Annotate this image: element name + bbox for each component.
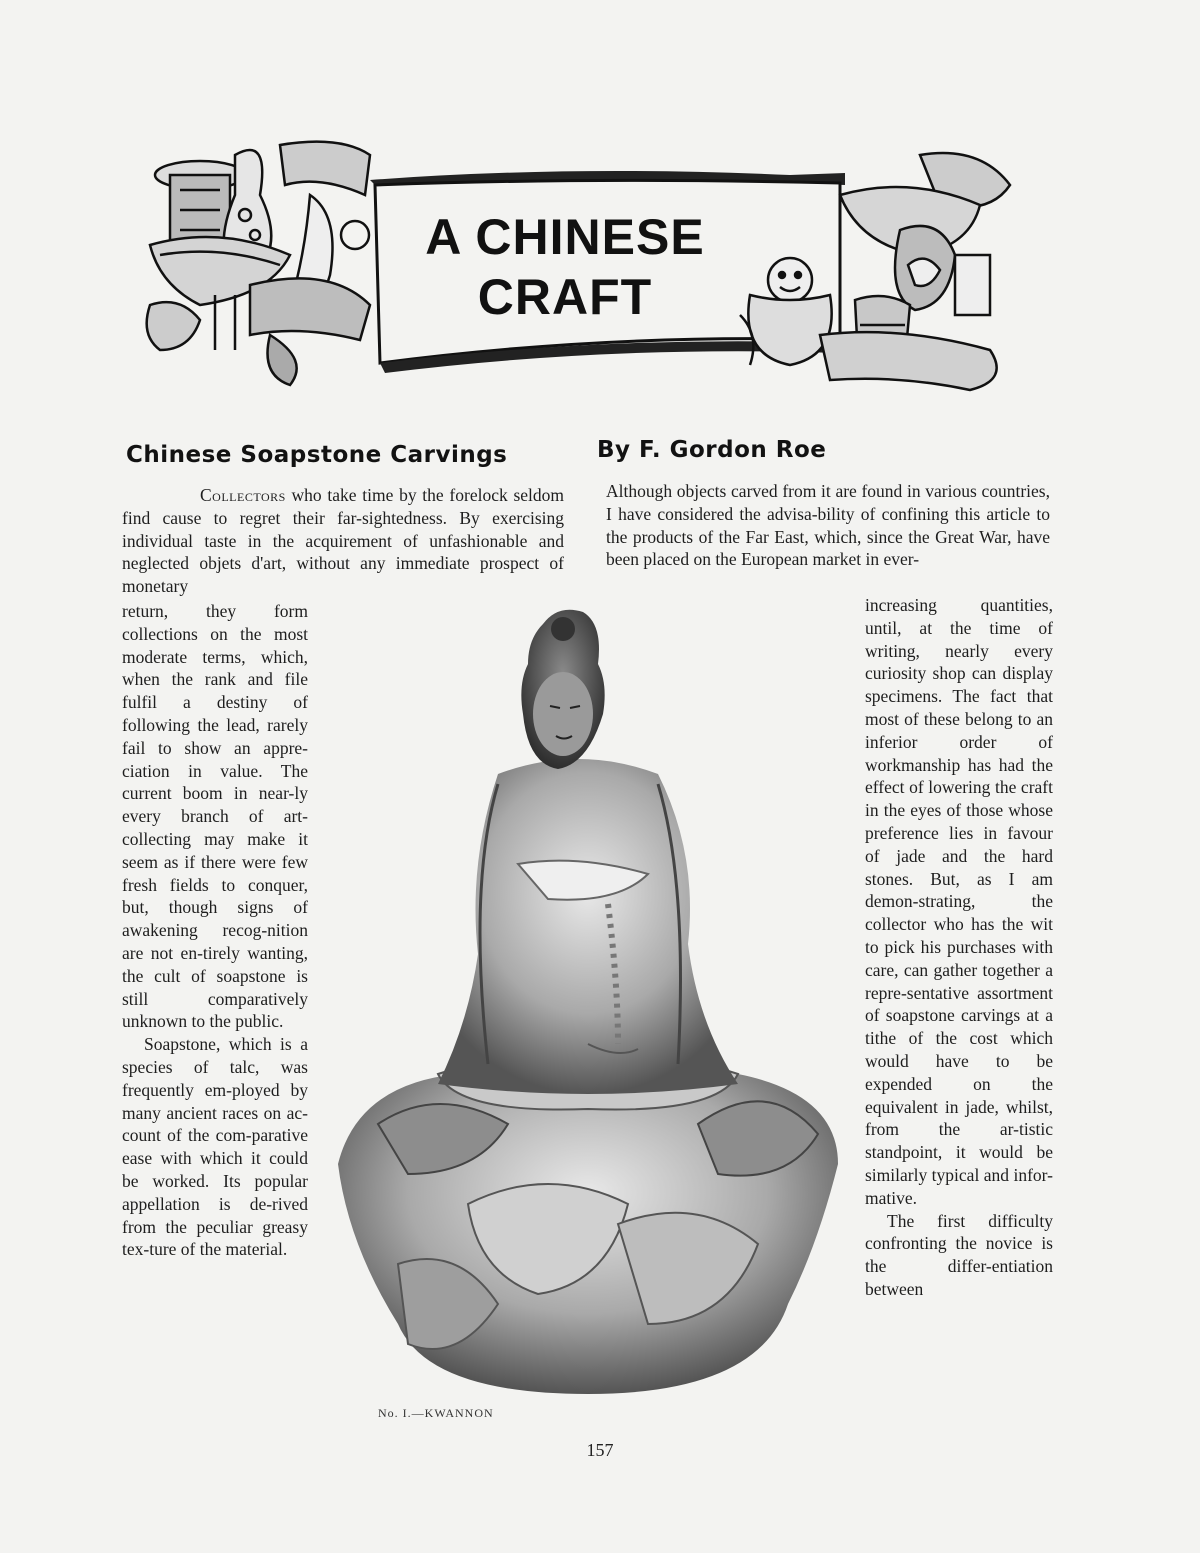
article-title xyxy=(395,207,735,327)
left-narrow-column xyxy=(122,600,308,1261)
author-byline: By F. Gordon Roe xyxy=(597,437,827,463)
title-line-2: CRAFT xyxy=(477,269,653,325)
left-paragraph-2: Soapstone, which is a species of talc, was frequently em-ployed by many ancient races on ac-count of the com-parative ease with which it could be worked. Its popular appellation is de-rived from the peculiar greasy tex-ture of the material. xyxy=(122,1034,308,1260)
right-narrow-column xyxy=(865,594,1053,1301)
title-line-1: A CHINESE xyxy=(425,209,705,265)
right-top-body: Although objects carved from it are found in various countries, I have considered the advisa-bility of confining this article to the products of the Far East, which, since the Great War, have been placed on the European market in ever- xyxy=(606,481,1050,570)
left-column-top-text xyxy=(122,484,564,598)
subtitle-heading: Chinese Soapstone Carvings xyxy=(126,442,508,468)
figure-caption: No. I.—KWANNON xyxy=(378,1406,494,1420)
left-paragraph-1: return, they form collections on the most moderate terms, which, when the rank and file fulfil a destiny of following the lead, rarely fail to show an appre-ciation in value. The current boom in near-ly every branch of art-collecting may make it seem as if there were few fresh fields to conquer, but, though signs of awakening recog-nition are not en-tirely wanting, the cult of soapstone is still comparatively unknown to the public. xyxy=(122,601,308,1032)
kwannon-figure-photo xyxy=(318,604,854,1404)
title-banner xyxy=(140,135,1020,400)
page-number: 157 xyxy=(586,1440,614,1460)
right-paragraph-2: The first difficulty confronting the novice is the differ-entiation between xyxy=(865,1210,1053,1299)
right-paragraph-1: increasing quantities, until, at the time of writing, nearly every curiosity shop can display specimens. The fact that most of these belong to an inferior order of workmanship has had the effect of lowering the craft in the eyes of those whose preference lies in favour of jade and the hard stones. But, as I am demon-strating, the collector who has the wit to pick his purchases with care, can gather together a repre-sentative assortment of soapstone carvings at a tithe of the cost which would have to be expended on the equivalent in jade, whilst, from the ar-tistic standpoint, it would be similarly typical and infor-mative. xyxy=(865,595,1053,1208)
dropcap-word: Collectors xyxy=(200,485,286,505)
right-column-top-text xyxy=(606,480,1050,571)
left-top-body: who take time by the forelock seldom find cause to regret their far-sightedness. By exercising individual taste in the acquirement of unfashionable and neglected objets d'art, without any immediate prospect of monetary xyxy=(122,485,564,597)
